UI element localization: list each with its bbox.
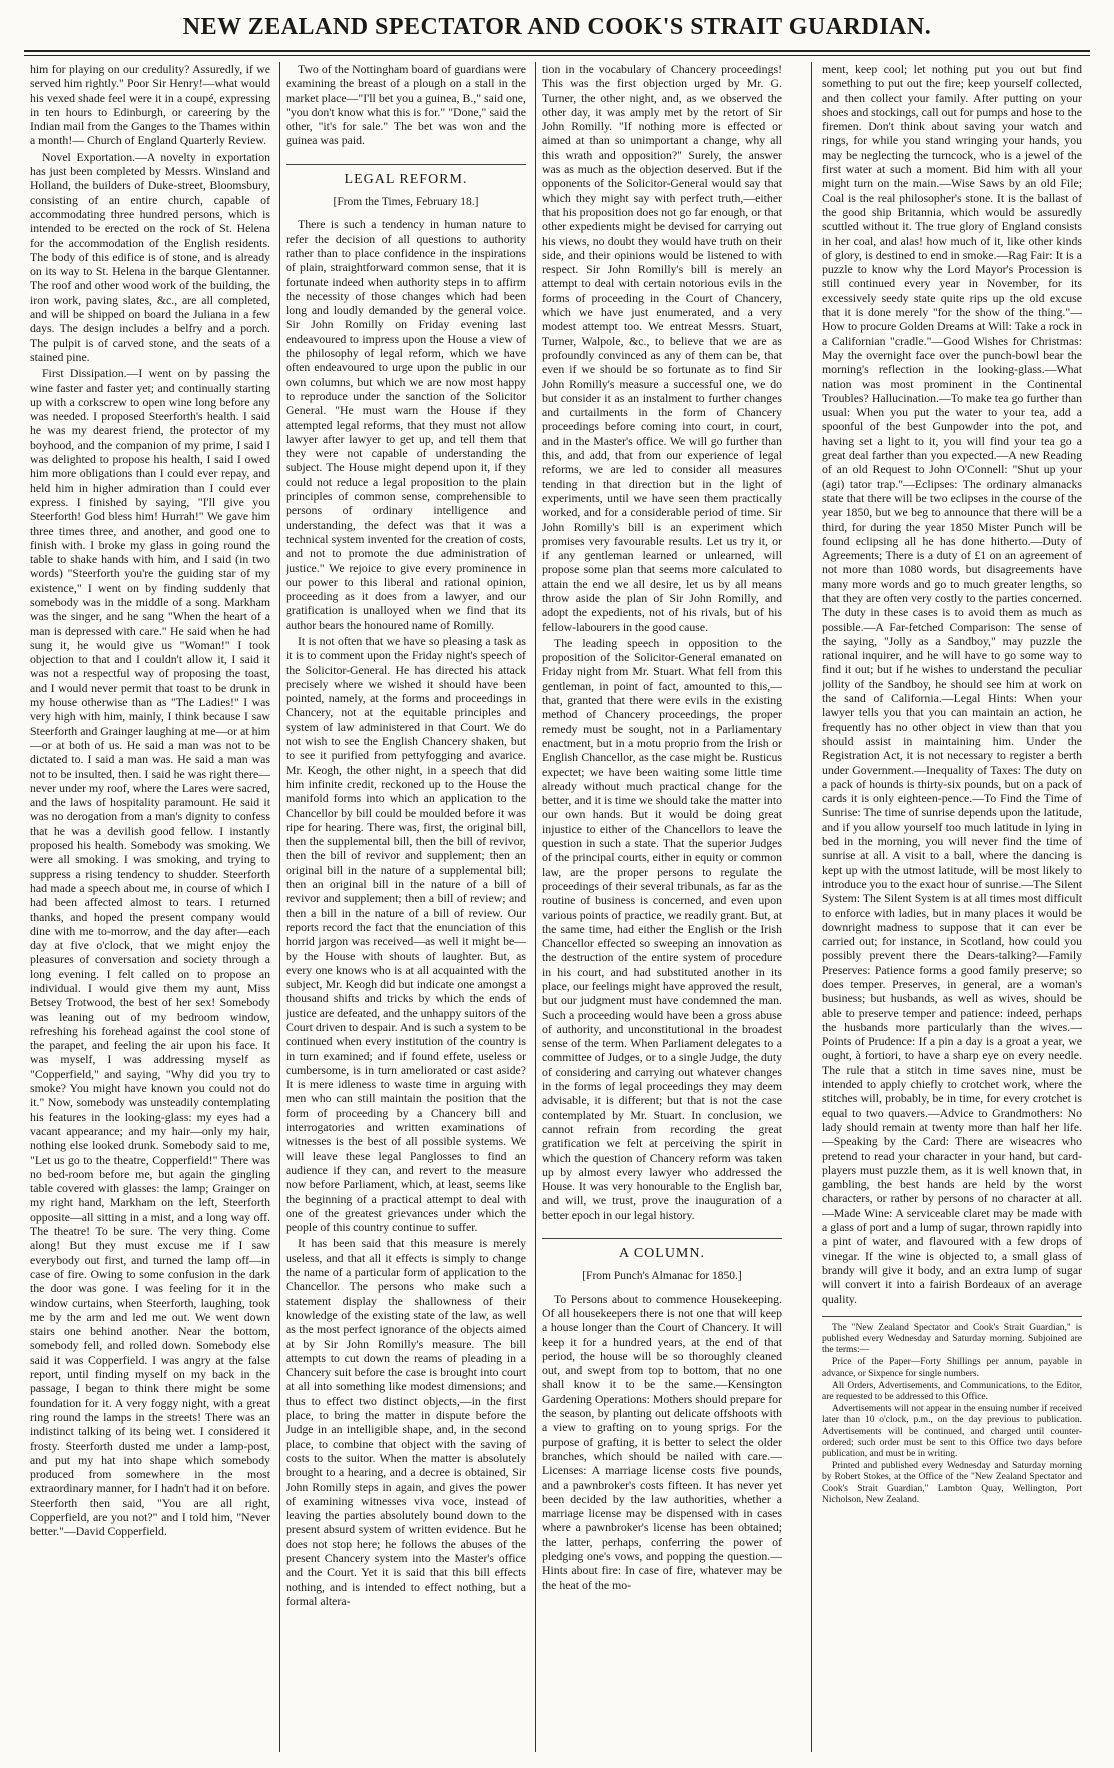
- column-4: [822, 62, 1082, 1752]
- paragraph: To Persons about to commence Housekeeping. Of all housekeepers there is not one that will keep a house longer than the Court of Chancery. It will keep it for a hundred years, at the end of that period, the house will be so thoroughly cleaned out, and swept from top to bottom, that no one shall know it to be the same.—Kensington Gardening Operations: Mothers should prepare for the season, by planting out delicate offshoots with a view to grafting on to young sprigs. For the purpose of grafting, it is better to select the older branches, which should be nailed with care.—Licenses: A marriage license costs five pounds, and a pawnbroker's costs fifteen. It has never yet been decided by the law authorities, whether a marriage license may be dispensed with in cases where a pawnbroker's license has been obtained; the latter, perhaps, conferring the power of pledging one's vows, and popping the question.—Hints about fire: In case of fire, whatever may be the heat of the mo-: [542, 1291, 782, 1592]
- paragraph: The leading speech in opposition to the proposition of the Solicitor-General emanated on Friday night from Mr. Stuart. What fell from this gentleman, in point of fact, amounted to this,—that, granted that there were evils in the existing method of Chancery proceedings, the proper remedy must be sought, not in a Parliamentary enactment, but in a motu proprio from the Irish or English Chancellor, as the case might be. Rusticus expectet; we have been waiting some little time already without much practical change for the better, and it is time we should take the matter into our own hands. But it would be doing great injustice to either of the Chancellors to leave the question in such a state. That the superior Judges of the principal courts, either in equity or common law, are the proper persons to regulate the proceedings of their several tribunals, as far as the routine of business is concerned, and even upon various points of practice, we readily grant. But, at the same time, had either the English or the Irish Chancellor effected so sweeping an innovation as the destruction of the entire system of procedure in his court, and had substituted another in its place, our feelings might have approved the result, but our judgment must have condemned the man. Such a proceeding would have been a gross abuse of authority, and unconstitutional in the broadest sense of the term. When Parliament delegates to a committee of Judges, or to a single Judge, the duty of considering and carrying out whatever changes in the forms of legal proceedings they may deem advisable, it is different; but that is not the case contemplated by Mr. Stuart. In conclusion, we cannot refrain from recording the great gratification we felt at perceiving the spirit in which the question of Chancery reform was taken up by almost every lawyer who addressed the House. It was very honourable to the English bar, and will, we trust, prove the inauguration of a better epoch in our legal history.: [542, 635, 782, 1222]
- section-title: LEGAL REFORM.: [344, 171, 468, 187]
- article-source: [From the Times, February 18.]: [333, 196, 479, 209]
- column-1: [30, 62, 270, 1752]
- paragraph-first-dissipation: First Dissipation.—I went on by passing the wine faster and faster yet; and continually starting up with a corkscrew to open wine long before any was needed. I proposed Steerforth's health. I said he was my dearest friend, the protector of my boyhood, and the companion of my prime, I said I was delighted to propose his health, I said I owed him more obligations than I could ever repay, and held him in higher admiration than I could ever express. I finished by saying, "I'll give you Steerforth! God bless him! Hurrah!" We gave him three times three, and another, and good one to finish with. I broke my glass in going round the table to shake hands with him, and I said (in two words) "Steerforth you're the guiding star of my existence," I went on by finding suddenly that somebody was in the middle of a song. Markham was the singer, and he sang "When the heart of a man is depressed with care." He said when he had sung it, he would give us "Woman!" I took objection to that and I couldn't allow it, I said it was not a respectful way of proposing the toast, and I would never permit that toast to be drunk in my house otherwise than as "The Ladies!" I was very high with him, mainly, I think because I saw Steerforth and Grainger laughing at me—or at him—or at both of us. He said a man was not to be dictated to. I said a man was. He said a man was not to be insulted, then. I said he was right there—never under my roof, where the Lares were sacred, and the laws of hospitality paramount. He said it was no derogation from a man's dignity to confess that he was a devilish good fellow. I instantly proposed his health. Somebody was smoking. We were all smoking. I was smoking, and trying to suppress a rising tendency to shudder. Steerforth had made a speech about me, in course of which I had been affected almost to tears. I returned thanks, and hoped the present company would dine with me to-morrow, and the day after—each day at five o'clock, that we might enjoy the pleasures of conversation and society through a long evening. I felt called on to propose an individual. I would give them my aunt, Miss Betsey Trotwood, the best of her sex! Somebody was leaning out of my bedroom window, refreshing his forehead against the cool stone of the parapet, and feeling the air upon his face. It was myself, I was addressing myself as "Copperfield," and saying, "Why did you try to smoke? You might have known you could not do it." Now, somebody was unsteadily contemplating his features in the looking-glass: my eyes had a vacant appearance; and my hair—only my hair, nothing else looked drunk. Somebody said to me, "Let us go to the theatre, Copperfield!" There was no bed-room before me, but again the gingling table covered with glasses: the lamp; Grainger on my right hand, Markham on the left, Steerforth opposite—all sitting in a mist, and a long way off. The theatre! To be sure. The very thing. Come along! But they must excuse me if I saw everybody out first, and turned the lamp off—in case of fire. Owing to some confusion in the dark the door was gone. I was feeling for it in the window curtains, when Steerforth, laughing, took me by the arm and led me out. We went down stairs one behind another. Near the bottom, somebody fell, and rolled down. Somebody else said it was Copperfield. I was angry at the false report, until finding myself on my back in the passage, I began to think there might be some foundation for it. A very foggy night, with a great ring round the lamps in the streets! There was an indistinct talking of its being wet. I considered it frosty. Steerforth dusted me under a lamp-post, and put my hat into shape which somebody produced from somewhere in the most extraordinary manner, for I hadn't had it on before. Steerforth then said, "You are all right, Copperfield, are you not?" and I told him, "Never better."—David Copperfield.: [30, 366, 270, 1539]
- publication-imprint: [822, 1316, 1082, 1506]
- column-divider: [279, 62, 280, 1752]
- article-source: [From Punch's Almanac for 1850.]: [582, 1270, 742, 1283]
- paragraph-novel-exportation: Novel Exportation.—A novelty in exportation has just been completed by Messrs. Winsland and Holland, the builders of Duke-street, Bloomsbury, consisting of an entire church, capable of accommodating three hundred persons, which is intended to be erected on the rock of St. Helena for the accommodation of the English residents. The body of this edifice is of stone, and is already on its way to St. Helena in the barque Glentanner. The roof and other wood work of the building, the iron work, paving slates, &c., are all completed, and will be shipped on board the Juliana in a few days. The design includes a belfry and a porch. The pulpit is of carved stone, and the seats of a stained pine.: [30, 149, 270, 364]
- imprint-line: Printed and published every Wednesday and Saturday morning by Robert Stokes, at the Office of the "New Zealand Spectator and Cook's Strait Guardian," Lambton Quay, Wellington, Port Nicholson, New Zealand.: [822, 1461, 1082, 1505]
- column-divider: [535, 62, 536, 1752]
- paragraph: There is such a tendency in human nature to refer the decision of all questions to authority rather than to place confidence in the inspirations of plain, straightforward common sense, that it is fortunate indeed when authority steps in to affirm the necessity of those changes which had been long and loudly demanded by the general voice. Sir John Romilly on Friday evening last endeavoured to impress upon the House a view of the philosophy of legal reform, which we have often endeavoured to urge upon the public in our own columns, but which we are now most happy to reproduce under the sanction of the Solicitor General. "He must warn the House if they attempted legal reforms, that they must not allow lawyer after lawyer to get up, and tell them that they were not capable of understanding the subject. The House might depend upon it, if they could not reduce a legal proposition to the plain principles of common sense, comprehensible to persons of ordinary intelligence and understanding, the defect was that it was a technical system invented for the creation of costs, and not to promote the due administration of justice." We rejoice to give every prominence in our power to this liberal and rational opinion, proceeding as it does from a lawyer, and our gratification is unalloyed when we find that its author bears the honoured name of Romilly.: [286, 217, 526, 632]
- imprint-line: Price of the Paper—Forty Shillings per annum, payable in advance, or Sixpence for single numbers.: [822, 1357, 1082, 1379]
- paragraph: It is not often that we have so pleasing a task as it is to comment upon the Friday night's speech of the Solicitor-General. He has directed his attack precisely where we wished it should have been pointed, namely, at the forms and proceedings in Chancery, not at the equitable principles and system of law administered in that Court. We do not wish to see the English Chancery shaken, but to see it purified from pettyfogging and avarice. Mr. Keogh, the other night, in a speech that did him infinite credit, reckoned up to the House the manifold forms into which an application to the Chancellor by bill could be moulded before it was ripe for hearing. There was, first, the original bill, then the supplemental bill, then the bill of revivor, then the bill of revivor and supplement; then an original bill in the nature of a supplemental bill; then an original bill in the nature of a bill of revivor and supplement; then a bill of review; and then a bill in the nature of a bill of review. Our reports record the fact that the enunciation of this horrid jargon was received—as well it might be—by the House with shouts of laughter. But, as every one knows who is at all acquainted with the subject, Mr. Keogh did but indicate one amongst a thousand shifts and tricks by which the ends of justice are defeated, and the unhappy suitors of the Court driven to despair. And is such a system to be continued when every institution of the country is in turn examined; and if found effete, useless or cumbersome, is in turn ameliorated or cast aside? It is mere idleness to waste time in arguing with men who can still maintain the position that the form of proceeding by a Chancery bill and interrogatories and written examinations of witnesses is the best of all possible systems. We will leave these legal Panglosses to find an audience if they can, and revert to the measure now before Parliament, which, at least, seems like the beginning of a practical attempt to deal with one of the greatest grievances under which the people of this country continue to suffer.: [286, 633, 526, 1235]
- column-3: [542, 62, 782, 1752]
- masthead-rule: [24, 50, 1090, 56]
- column-divider: [811, 62, 812, 1752]
- paragraph: ment, keep cool; let nothing put you out but find something to put out the fire; keep yourself collected, and then collect your family. After putting on your shoes and stockings, call out for pumps and hose to the firemen. Don't think about saving your watch and rings, for while you stand wringing your hands, you may be neglecting the turncock, who is a jewel of the first water at such a moment. Bid him with all your might turn on the main.—Wise Saws by an old File; Coal is the real philosopher's stone. It is the ballast of the good ship Britannia, which would be assuredly scuttled without it. The true glory of England consists in her coal, and alas! how much of it, like other kinds of glory, is destined to end in smoke.—Rag Fair: It is a puzzle to know why the Lord Mayor's Procession is still continued every year in November, for its excessively seedy state quite rips up the old excuse that it is done merely "for the show of the thing."—How to procure Golden Dreams at Will: Take a rock in a Californian "cradle."—Good Wishes for Christmas: May the overnight face over the punch-bowl bear the morning's reflection in the looking-glass.—What nation was most prominent in the Continental Troubles? Hallucination.—To make tea go further than usual: When you put the water to your tea, add a spoonful of the best Gunpowder into the pot, and having set a light to it, you will find your tea go a great deal farther than you expected.—A new Reading of an old Request to John O'Connell: "Shut up your (agi) tator trap."—Eclipses: The ordinary almanacks state that there will be two eclipses in the course of the year 1850, but we beg to announce that there will be a third, for during the year 1850 Mister Punch will be found eclipsing all he has done hitherto.—Duty of Agreements; There is a duty of £1 on an agreement of not more than 1080 words, but disagreements have many more words and go to much greater lengths, so that they are often very costly to the parties concerned. The duty in these cases is to avoid them as much as possible.—A Far-fetched Comparison: The sense of the saying, "Jolly as a Sandboy," may puzzle the rational inquirer, and he will have to go some way to find it out; but if he wishes to understand the peculiar jollity of the Sandboy, he should see him at work on the sand of California.—Legal Hints: When your lawyer tells you that you can maintain an action, he frequently has no other object in view than that you should assist in maintaining him. Under the Registration Act, it is not necessary to register a berth under Government.—Inequality of Taxes: The duty on a pack of hounds is thirty-six pounds, but on a pack of cards it is only eighteen-pence.—To Find the Time of Sunrise: The time of sunrise depends upon the latitude, and if you allow yourself too much latitude in lying in bed in the morning, you will never find the time of sunrise at all. A visit to a ball, where the dancing is kept up with the utmost latitude, will be most likely to introduce you to the exact hour of sunrise.—The Silent System: The Silent System is at all times most difficult to enforce with ladies, but in many places it would be downright madness to suppose that it can ever be carried out; for instance, in Scotland, how could you possibly prevent there the Dears-talking?—Family Preserves: Patience forms a good family preserve; so does temper. Preserves, in general, are a woman's business; but husbands, as well as wives, should be able to preserve temper and patience: indeed, perhaps the husbands more particularly than the wives.—Points of Prudence: If a pin a day is a groat a year, we ought, à fortiori, to have a sharp eye on every needle. The rule that a stitch in time saves nine, must be intended to apply chiefly to crotchet work, where the stitches will, probably, be in time, for every crotchet is equal to two quavers.—Advice to Grandmothers: No lady should remain at twenty more than half her life.—Speaking by the Card: There are wiseacres who pretend to read your character in your hand, but card-players must puzzle them, as it is well known that, in gambling, the best hands are held by the worst characters, or rather by persons of no character at all.—Made Wine: A serviceable claret may be made with a glass of port and a lump of sugar, thrown rapidly into a pint of water, and flavoured with a few drops of vinegar. If the wine is objected to, a small glass of brandy will give it body, and an extra lump of sugar will convert it into a fairish Bordeaux of an average quality.: [822, 62, 1082, 1306]
- section-heading-legal-reform: [286, 164, 526, 187]
- paragraph: tion in the vocabulary of Chancery proceedings! This was the first objection urged by Mr. G. Turner, the other night, and, as we observed the other day, it was amply met by the retort of Sir John Romilly. "If nothing more is effected or aimed at than so unimportant a change, why all this wrath and opposition?" Surely, the answer was as much as the objection deserved. But if the opponents of the Solicitor-General would say that which they might say with perfect truth,—either that his proposition does not go far enough, or that other expedients might be devised for carrying out his views, no doubt they would have truth on their side, and their opinions would be listened to with respect. Sir John Romilly's bill is merely an attempt to deal with certain notorious evils in the forms of proceeding in the Court of Chancery, which we have just enumerated, and a very modest attempt too. We entreat Messrs. Stuart, Turner, Walpole, &c., to believe that we are as profoundly convinced as any of them can be, that even if we should be so fortunate as to find Sir John Romilly's measure a successful one, we do but consider it as an instalment to further changes and curtailments in the form of Chancery proceedings before coming into court, in court, and in the Master's office. We will go further than this, and add, that from our experience of legal reforms, we are led to consider all measures tending in that direction but in the light of experiments, until we have seen them practically worked, and for a considerable period of time. Sir John Romilly's bill is an experiment which promises very favourable results. Let us try it, or if any gentleman learned or unlearned, will propose some plan that seems more calculated to attain the end we all desire, let us by all means throw aside the plan of Sir John Romilly, and adopt the expedients, not of his rivals, but of his fellow-labourers in the good cause.: [542, 62, 782, 634]
- masthead: NEW ZEALAND SPECTATOR AND COOK'S STRAIT GUARDIAN.: [182, 14, 932, 40]
- imprint-line: The "New Zealand Spectator and Cook's Strait Guardian," is published every Wednesday and Saturday morning. Subjoined are the terms:—: [822, 1322, 1082, 1356]
- section-heading-a-column: [542, 1238, 782, 1261]
- imprint-line: Advertisements will not appear in the ensuing number if received later than 10 o'clock, p.m., on the day previous to publication. Advertisements will be continued, and charged until counter-ordered; such order must be sent to this Office two days before publication, and must be in writing.: [822, 1404, 1082, 1460]
- paragraph: Two of the Nottingham board of guardians were examining the breast of a plough on a stall in the market place—"I'll bet you a guinea, B.," said one, "you don't know what this is for." "Done," said the other, "it's for sale." The bet was won and the guinea was paid.: [286, 62, 526, 148]
- paragraph: It has been said that this measure is merely useless, and that all it effects is simply to change the name of a particular form of application to the Chancellor. The persons who make such a statement display the shallowness of their knowledge of the existing state of the law, as well as the most perfect ignorance of the objects aimed at by Sir John Romilly's measure. The bill attempts to cut down the reams of pleading in a Chancery suit before the case is brought into court at all into something like modest dimensions; and thus to effect two distinct objects,—in the first place, to bring the matter in dispute before the Judge in an intelligible shape, and, in the second place, to combine that object with the saving of costs to the suitor. When the matter is absolutely brought to a hearing, and a decree is obtained, Sir John Romilly steps in again, and gives the power of examining witnesses viva voce, instead of leaving the parties absolutely bound down to the present absurd system of written evidence. But he does not stop here; he follows the abuses of the present Chancery system into the Master's office and the Court. Yet it is said that this bill effects nothing, and is intended to effect nothing, but a formal altera-: [286, 1236, 526, 1608]
- section-title: A COLUMN.: [618, 1246, 705, 1262]
- imprint-line: All Orders, Advertisements, and Communications, to the Editor, are requested to be addressed to this Office.: [822, 1380, 1082, 1403]
- column-2: [286, 62, 526, 1752]
- paragraph: him for playing on our credulity? Assuredly, if we served him rightly." Poor Sir Henry!—what would his vexed shade feel were it in a coupé, expressing in ten hours to Edinburgh, or careering by the Indian mail from the Ganges to the Thames within a month!— Church of England Quarterly Review.: [30, 62, 270, 148]
